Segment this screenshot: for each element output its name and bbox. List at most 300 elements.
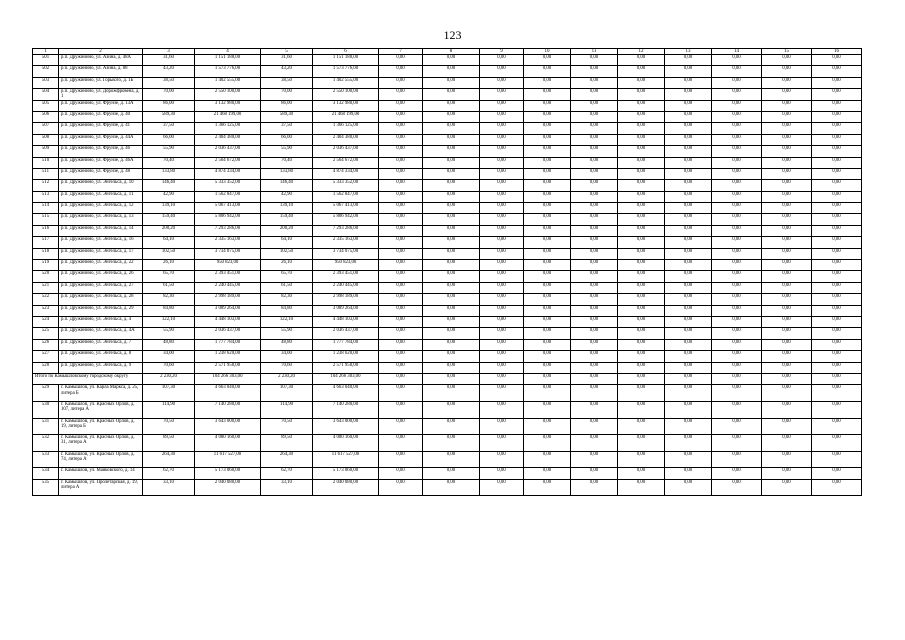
value-cell: 2 040 080,00	[313, 479, 379, 496]
address-cell: р.п. Дружинино, ул. Фрунзе, д. 46А	[59, 157, 143, 168]
zero-value-cell: 0,00	[480, 294, 524, 305]
zero-value-cell: 0,00	[571, 248, 618, 259]
zero-value-cell: 0,00	[379, 351, 423, 362]
zero-value-cell: 0,00	[480, 157, 524, 168]
zero-value-cell: 0,00	[379, 282, 423, 293]
zero-value-cell: 0,00	[665, 479, 712, 496]
table-row	[33, 168, 862, 179]
zero-value-cell: 0,00	[665, 271, 712, 282]
value-cell: 43,20	[143, 66, 195, 77]
zero-value-cell: 0,00	[379, 479, 423, 496]
zero-value-cell: 0,00	[712, 294, 762, 305]
zero-value-cell: 0,00	[571, 134, 618, 145]
zero-value-cell: 0,00	[524, 157, 571, 168]
value-cell: 4 080 160,00	[313, 435, 379, 452]
row-number-cell: 509	[33, 146, 59, 157]
column-number-cell: 16	[812, 49, 862, 55]
zero-value-cell: 0,00	[480, 191, 524, 202]
value-cell: 2 240 445,00	[195, 282, 261, 293]
value-cell: 1 777 784,00	[313, 339, 379, 350]
zero-value-cell: 0,00	[762, 134, 812, 145]
zero-value-cell: 0,00	[524, 317, 571, 328]
zero-value-cell: 0,00	[812, 237, 862, 248]
zero-value-cell: 0,00	[571, 146, 618, 157]
row-number-cell: 505	[33, 100, 59, 111]
zero-value-cell: 0,00	[812, 451, 862, 468]
zero-value-cell: 0,00	[665, 339, 712, 350]
zero-value-cell: 0,00	[812, 418, 862, 435]
value-cell: 2 998 189,00	[313, 294, 379, 305]
value-cell: 3 132 980,00	[313, 100, 379, 111]
table-row	[33, 317, 862, 328]
zero-value-cell: 0,00	[618, 362, 665, 373]
zero-value-cell: 0,00	[571, 373, 618, 384]
value-cell: 64,10	[143, 237, 195, 248]
zero-value-cell: 0,00	[712, 248, 762, 259]
zero-value-cell: 0,00	[423, 271, 480, 282]
zero-value-cell: 0,00	[524, 271, 571, 282]
row-number-cell: 516	[33, 225, 59, 236]
zero-value-cell: 0,00	[665, 191, 712, 202]
table-row	[33, 362, 862, 373]
zero-value-cell: 0,00	[524, 373, 571, 384]
table-row	[33, 225, 862, 236]
address-cell: р.п. Дружинино, ул. Фрунзе, д. 41	[59, 123, 143, 134]
value-cell: 66,00	[261, 134, 313, 145]
zero-value-cell: 0,00	[618, 339, 665, 350]
zero-value-cell: 0,00	[812, 203, 862, 214]
value-cell: 70,60	[261, 362, 313, 373]
zero-value-cell: 0,00	[571, 479, 618, 496]
value-cell: 1 238 620,00	[313, 351, 379, 362]
zero-value-cell: 0,00	[812, 317, 862, 328]
value-cell: 3 643 000,00	[195, 418, 261, 435]
zero-value-cell: 0,00	[618, 100, 665, 111]
zero-value-cell: 0,00	[524, 100, 571, 111]
zero-value-cell: 0,00	[571, 435, 618, 452]
zero-value-cell: 0,00	[571, 401, 618, 418]
zero-value-cell: 0,00	[712, 328, 762, 339]
zero-value-cell: 0,00	[423, 66, 480, 77]
value-cell: 2 240 445,00	[313, 282, 379, 293]
column-number-cell: 12	[618, 49, 665, 55]
zero-value-cell: 0,00	[812, 248, 862, 259]
value-cell: 5 333 352,00	[195, 180, 261, 191]
zero-value-cell: 0,00	[524, 260, 571, 271]
zero-value-cell: 0,00	[423, 317, 480, 328]
zero-value-cell: 0,00	[480, 328, 524, 339]
zero-value-cell: 0,00	[480, 55, 524, 66]
zero-value-cell: 0,00	[379, 225, 423, 236]
value-cell: 102,50	[261, 248, 313, 259]
value-cell: 61,50	[261, 282, 313, 293]
zero-value-cell: 0,00	[762, 203, 812, 214]
zero-value-cell: 0,00	[480, 248, 524, 259]
address-cell: р.п. Дружинино, ул. Азина, д. 88	[59, 66, 143, 77]
zero-value-cell: 0,00	[812, 351, 862, 362]
value-cell: 200,20	[143, 225, 195, 236]
zero-value-cell: 0,00	[618, 111, 665, 122]
value-cell: 3 643 000,00	[313, 418, 379, 435]
zero-value-cell: 0,00	[524, 468, 571, 479]
zero-value-cell: 0,00	[480, 168, 524, 179]
table-row	[33, 418, 862, 435]
zero-value-cell: 0,00	[762, 248, 812, 259]
address-cell: р.п. Дружинино, ул. Энгельса, д. 4	[59, 317, 143, 328]
zero-value-cell: 0,00	[812, 282, 862, 293]
zero-value-cell: 0,00	[712, 180, 762, 191]
row-number-cell: 526	[33, 339, 59, 350]
table-row	[33, 203, 862, 214]
zero-value-cell: 0,00	[618, 317, 665, 328]
zero-value-cell: 0,00	[423, 305, 480, 316]
value-cell: 5 067 413,00	[195, 203, 261, 214]
zero-value-cell: 0,00	[571, 157, 618, 168]
zero-value-cell: 0,00	[762, 328, 812, 339]
row-number-cell: 524	[33, 317, 59, 328]
zero-value-cell: 0,00	[524, 180, 571, 191]
zero-value-cell: 0,00	[618, 157, 665, 168]
zero-value-cell: 0,00	[480, 451, 524, 468]
table-row	[33, 157, 862, 168]
zero-value-cell: 0,00	[423, 468, 480, 479]
zero-value-cell: 0,00	[571, 418, 618, 435]
zero-value-cell: 0,00	[712, 351, 762, 362]
value-cell: 61,50	[143, 282, 195, 293]
zero-value-cell: 0,00	[665, 134, 712, 145]
zero-value-cell: 0,00	[762, 237, 812, 248]
zero-value-cell: 0,00	[812, 168, 862, 179]
row-number-cell: 525	[33, 328, 59, 339]
zero-value-cell: 0,00	[762, 468, 812, 479]
zero-value-cell: 0,00	[665, 77, 712, 88]
zero-value-cell: 0,00	[480, 385, 524, 402]
zero-value-cell: 0,00	[762, 100, 812, 111]
zero-value-cell: 0,00	[480, 260, 524, 271]
zero-value-cell: 0,00	[423, 89, 480, 100]
zero-value-cell: 0,00	[571, 66, 618, 77]
zero-value-cell: 0,00	[524, 282, 571, 293]
zero-value-cell: 0,00	[379, 55, 423, 66]
value-cell: 86,00	[143, 100, 195, 111]
zero-value-cell: 0,00	[712, 305, 762, 316]
zero-value-cell: 0,00	[423, 401, 480, 418]
zero-value-cell: 0,00	[812, 100, 862, 111]
register-sheet	[32, 48, 861, 496]
zero-value-cell: 0,00	[423, 362, 480, 373]
value-cell: 2 404 380,00	[313, 134, 379, 145]
value-cell: 2 393 451,00	[313, 271, 379, 282]
value-cell: 3 734 075,00	[195, 248, 261, 259]
value-cell: 1 151 188,00	[195, 55, 261, 66]
zero-value-cell: 0,00	[379, 214, 423, 225]
zero-value-cell: 0,00	[712, 339, 762, 350]
zero-value-cell: 0,00	[524, 351, 571, 362]
zero-value-cell: 0,00	[618, 134, 665, 145]
zero-value-cell: 0,00	[618, 55, 665, 66]
zero-value-cell: 0,00	[524, 225, 571, 236]
value-cell: 146,40	[143, 180, 195, 191]
address-cell: г. Камышлов, ул. Карла Маркса, д. 25, литера Б	[59, 385, 143, 402]
zero-value-cell: 0,00	[665, 111, 712, 122]
zero-value-cell: 0,00	[812, 362, 862, 373]
zero-value-cell: 0,00	[665, 237, 712, 248]
value-cell: 1 402 555,00	[313, 77, 379, 88]
zero-value-cell: 0,00	[379, 157, 423, 168]
zero-value-cell: 0,00	[618, 373, 665, 384]
value-cell: 1 238 620,00	[195, 351, 261, 362]
table-row	[33, 339, 862, 350]
zero-value-cell: 0,00	[665, 123, 712, 134]
table-row	[33, 180, 862, 191]
address-cell: р.п. Дружинино, ул. Энгельса, д. 9	[59, 362, 143, 373]
zero-value-cell: 0,00	[379, 237, 423, 248]
zero-value-cell: 0,00	[712, 55, 762, 66]
zero-value-cell: 0,00	[618, 294, 665, 305]
address-cell: р.п. Дружинино, ул. Энгельса, д. 10	[59, 180, 143, 191]
zero-value-cell: 0,00	[423, 282, 480, 293]
column-number-cell: 2	[59, 49, 143, 55]
zero-value-cell: 0,00	[812, 339, 862, 350]
zero-value-cell: 0,00	[480, 66, 524, 77]
zero-value-cell: 0,00	[571, 451, 618, 468]
zero-value-cell: 0,00	[812, 435, 862, 452]
zero-value-cell: 0,00	[524, 248, 571, 259]
address-cell: р.п. Дружинино, ул. Фрунзе, д. 13А	[59, 100, 143, 111]
zero-value-cell: 0,00	[812, 479, 862, 496]
row-number-cell: 518	[33, 248, 59, 259]
zero-value-cell: 0,00	[665, 351, 712, 362]
address-cell: р.п. Дружинино, ул. Фрунзе, д. 46	[59, 146, 143, 157]
table-row	[33, 237, 862, 248]
value-cell: 1 562 847,00	[313, 191, 379, 202]
value-cell: 82,30	[261, 294, 313, 305]
zero-value-cell: 0,00	[423, 418, 480, 435]
zero-value-cell: 0,00	[480, 89, 524, 100]
address-cell: р.п. Дружинино, ул. Азина, д. 48А	[59, 55, 143, 66]
zero-value-cell: 0,00	[379, 123, 423, 134]
value-cell: 107,30	[143, 385, 195, 402]
value-cell: 3 089 264,00	[313, 305, 379, 316]
zero-value-cell: 0,00	[423, 225, 480, 236]
value-cell: 86,00	[261, 100, 313, 111]
zero-value-cell: 0,00	[379, 146, 423, 157]
zero-value-cell: 0,00	[618, 237, 665, 248]
zero-value-cell: 0,00	[571, 168, 618, 179]
zero-value-cell: 0,00	[524, 55, 571, 66]
zero-value-cell: 0,00	[480, 351, 524, 362]
value-cell: 264,30	[261, 451, 313, 468]
value-cell: 7 293 286,00	[195, 225, 261, 236]
zero-value-cell: 0,00	[480, 123, 524, 134]
table-row	[33, 260, 862, 271]
zero-value-cell: 0,00	[665, 89, 712, 100]
row-number-cell: 511	[33, 168, 59, 179]
value-cell: 48,80	[261, 339, 313, 350]
value-cell: 5 067 413,00	[313, 203, 379, 214]
zero-value-cell: 0,00	[524, 77, 571, 88]
zero-value-cell: 0,00	[665, 468, 712, 479]
zero-value-cell: 0,00	[762, 282, 812, 293]
value-cell: 107,30	[261, 385, 313, 402]
zero-value-cell: 0,00	[812, 225, 862, 236]
zero-value-cell: 0,00	[423, 55, 480, 66]
address-cell: р.п. Дружинино, ул. Энгельса, д. 22	[59, 260, 143, 271]
zero-value-cell: 0,00	[618, 328, 665, 339]
zero-value-cell: 0,00	[618, 385, 665, 402]
zero-value-cell: 0,00	[812, 191, 862, 202]
zero-value-cell: 0,00	[423, 451, 480, 468]
zero-value-cell: 0,00	[571, 282, 618, 293]
zero-value-cell: 0,00	[712, 237, 762, 248]
value-cell: 950 823,00	[195, 260, 261, 271]
value-cell: 589,30	[143, 111, 195, 122]
zero-value-cell: 0,00	[712, 157, 762, 168]
value-cell: 4 448 103,00	[313, 317, 379, 328]
zero-value-cell: 0,00	[571, 55, 618, 66]
zero-value-cell: 0,00	[480, 214, 524, 225]
zero-value-cell: 0,00	[571, 385, 618, 402]
zero-value-cell: 0,00	[423, 248, 480, 259]
address-cell: р.п. Дружинино, ул. Энгельса, д. 17	[59, 248, 143, 259]
value-cell: 4 448 103,00	[195, 317, 261, 328]
zero-value-cell: 0,00	[480, 271, 524, 282]
zero-value-cell: 0,00	[571, 260, 618, 271]
zero-value-cell: 0,00	[423, 168, 480, 179]
value-cell: 62,70	[261, 468, 313, 479]
value-cell: 200,20	[261, 225, 313, 236]
zero-value-cell: 0,00	[712, 385, 762, 402]
row-number-cell: 535	[33, 479, 59, 496]
zero-value-cell: 0,00	[618, 191, 665, 202]
table-row	[33, 100, 862, 111]
zero-value-cell: 0,00	[480, 362, 524, 373]
zero-value-cell: 0,00	[524, 339, 571, 350]
value-cell: 139,10	[261, 203, 313, 214]
value-cell: 2 230,20	[143, 373, 195, 384]
address-cell: р.п. Дружинино, ул. Энгельса, д. 27	[59, 282, 143, 293]
table-row	[33, 55, 862, 66]
zero-value-cell: 0,00	[618, 479, 665, 496]
zero-value-cell: 0,00	[524, 203, 571, 214]
value-cell: 2 036 437,00	[195, 146, 261, 157]
value-cell: 70,00	[143, 89, 195, 100]
value-cell: 5 173 060,00	[195, 468, 261, 479]
value-cell: 1 573 776,00	[195, 66, 261, 77]
zero-value-cell: 0,00	[618, 305, 665, 316]
value-cell: 70,40	[143, 157, 195, 168]
row-number-cell: 507	[33, 123, 59, 134]
value-cell: 64,10	[261, 237, 313, 248]
zero-value-cell: 0,00	[762, 305, 812, 316]
row-number-cell: 531	[33, 418, 59, 435]
zero-value-cell: 0,00	[524, 435, 571, 452]
table-row	[33, 89, 862, 100]
zero-value-cell: 0,00	[812, 180, 862, 191]
zero-value-cell: 0,00	[665, 294, 712, 305]
zero-value-cell: 0,00	[762, 157, 812, 168]
zero-value-cell: 0,00	[712, 77, 762, 88]
zero-value-cell: 0,00	[423, 373, 480, 384]
zero-value-cell: 0,00	[379, 385, 423, 402]
table-row	[33, 435, 862, 452]
value-cell: 31,60	[261, 55, 313, 66]
value-cell: 21 468 199,00	[313, 111, 379, 122]
table-row	[33, 123, 862, 134]
zero-value-cell: 0,00	[379, 100, 423, 111]
zero-value-cell: 0,00	[812, 373, 862, 384]
value-cell: 104 266 303,00	[313, 373, 379, 384]
address-cell: г. Камышлов, ул. Маяковского, д. 14	[59, 468, 143, 479]
zero-value-cell: 0,00	[480, 317, 524, 328]
zero-value-cell: 0,00	[665, 305, 712, 316]
table-row	[33, 146, 862, 157]
zero-value-cell: 0,00	[712, 225, 762, 236]
zero-value-cell: 0,00	[379, 191, 423, 202]
value-cell: 82,30	[143, 294, 195, 305]
address-cell: р.п. Дружинино, ул. Энгельса, д. 26	[59, 271, 143, 282]
zero-value-cell: 0,00	[712, 123, 762, 134]
zero-value-cell: 0,00	[480, 225, 524, 236]
zero-value-cell: 0,00	[571, 294, 618, 305]
row-number-cell: 534	[33, 468, 59, 479]
register-table	[32, 48, 862, 496]
zero-value-cell: 0,00	[618, 351, 665, 362]
zero-value-cell: 0,00	[618, 401, 665, 418]
value-cell: 7 140 280,00	[195, 401, 261, 418]
value-cell: 70,50	[143, 418, 195, 435]
zero-value-cell: 0,00	[571, 305, 618, 316]
zero-value-cell: 0,00	[665, 168, 712, 179]
zero-value-cell: 0,00	[812, 260, 862, 271]
column-number-cell: 1	[33, 49, 59, 55]
zero-value-cell: 0,00	[480, 146, 524, 157]
zero-value-cell: 0,00	[524, 168, 571, 179]
zero-value-cell: 0,00	[618, 468, 665, 479]
zero-value-cell: 0,00	[571, 180, 618, 191]
column-number-cell: 14	[712, 49, 762, 55]
row-number-cell: 515	[33, 214, 59, 225]
zero-value-cell: 0,00	[618, 225, 665, 236]
zero-value-cell: 0,00	[762, 435, 812, 452]
zero-value-cell: 0,00	[379, 89, 423, 100]
zero-value-cell: 0,00	[712, 168, 762, 179]
zero-value-cell: 0,00	[524, 66, 571, 77]
value-cell: 1 573 776,00	[313, 66, 379, 77]
zero-value-cell: 0,00	[812, 305, 862, 316]
zero-value-cell: 0,00	[379, 339, 423, 350]
zero-value-cell: 0,00	[712, 451, 762, 468]
zero-value-cell: 0,00	[423, 294, 480, 305]
row-number-cell: 522	[33, 294, 59, 305]
zero-value-cell: 0,00	[762, 362, 812, 373]
zero-value-cell: 0,00	[712, 134, 762, 145]
value-cell: 1 562 847,00	[195, 191, 261, 202]
page-number: 123	[443, 28, 462, 42]
zero-value-cell: 0,00	[524, 401, 571, 418]
zero-value-cell: 0,00	[571, 203, 618, 214]
value-cell: 5 333 352,00	[313, 180, 379, 191]
zero-value-cell: 0,00	[762, 451, 812, 468]
table-row	[33, 305, 862, 316]
zero-value-cell: 0,00	[762, 385, 812, 402]
row-number-cell: 513	[33, 191, 59, 202]
column-number-cell: 6	[313, 49, 379, 55]
zero-value-cell: 0,00	[762, 260, 812, 271]
column-number-cell: 13	[665, 49, 712, 55]
zero-value-cell: 0,00	[524, 362, 571, 373]
value-cell: 4 663 040,00	[195, 385, 261, 402]
